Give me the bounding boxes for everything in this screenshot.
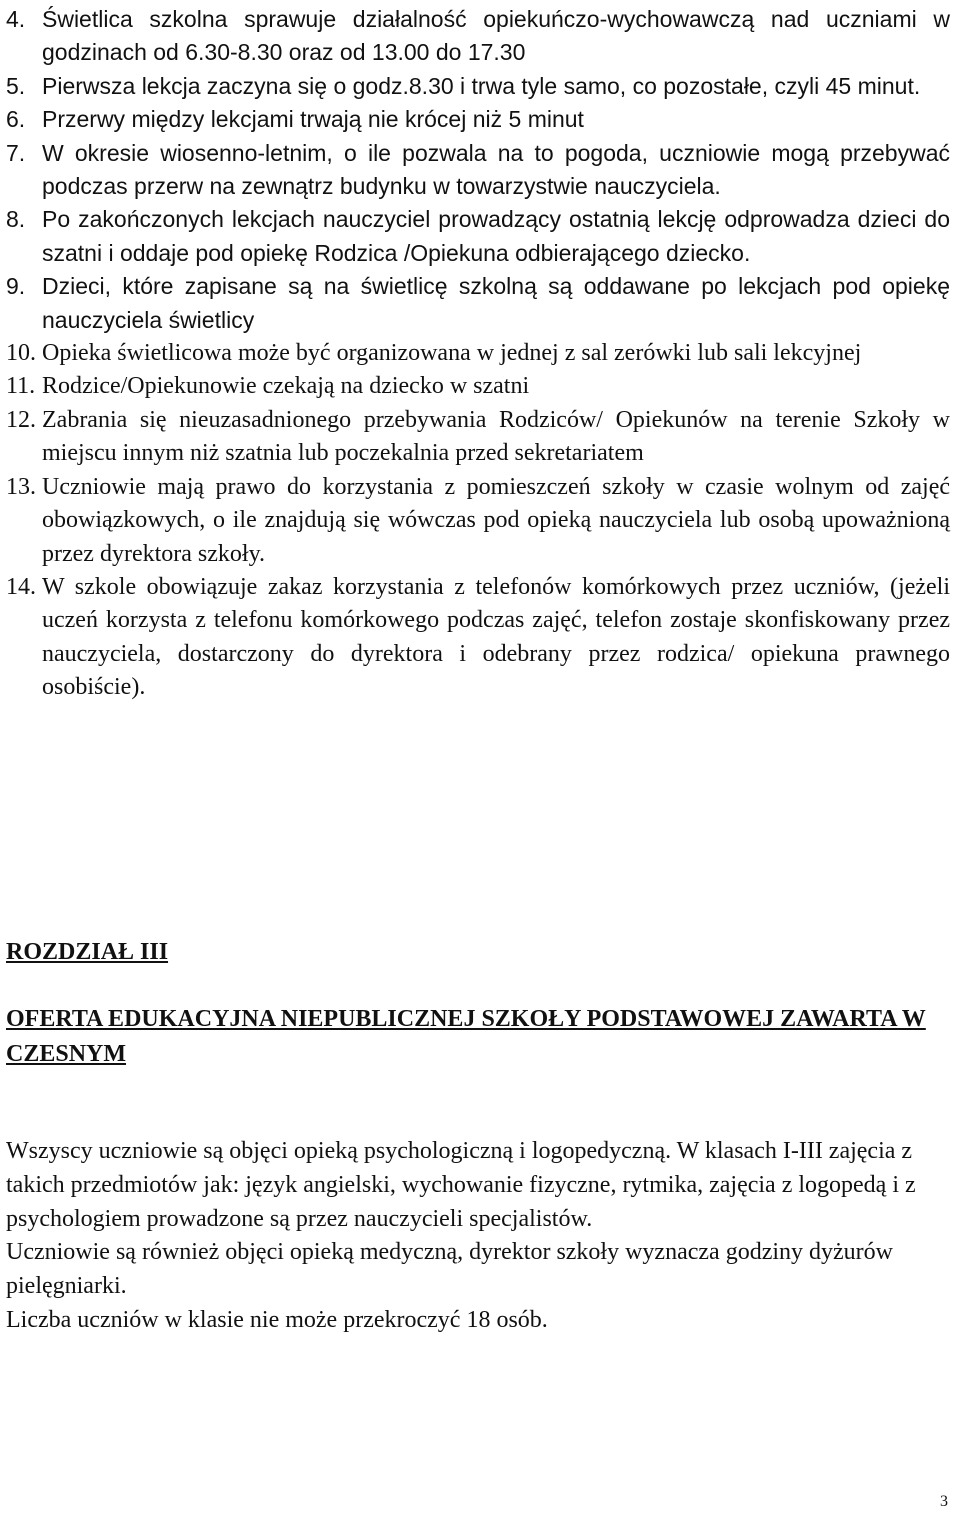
list-item-number: 8. — [6, 206, 26, 233]
list-item-text: Rodzice/Opiekunowie czekają na dziecko w szatni — [42, 373, 530, 400]
list-item-text: Uczniowie mają prawo do korzystania z pomieszczeń szkoły w czasie wolnym od zajęć obowiązkowych, o ile znajdują się wówczas pod opieką nauczyciela lub osobą upoważnioną przez dyrektora szkoły. — [42, 473, 950, 567]
list-item-text: Świetlica szkolna sprawuje działalność opiekuńczo-wychowawczą nad uczniami w godzinach od 6.30-8.30 oraz od 13.00 do 17.30 — [42, 6, 950, 66]
list-item-text: Przerwy między lekcjami trwają nie krócej niż 5 minut — [42, 106, 584, 133]
list-item — [6, 137, 950, 204]
list-item-text: Opieka świetlicowa może być organizowana w jednej z sal zerówki lub sali lekcyjnej — [42, 340, 862, 367]
offer-paragraph: Uczniowie są również objęci opieką medyczną, dyrektor szkoły wyznacza godziny dyżurów pielęgniarki. — [6, 1239, 893, 1300]
list-item — [6, 404, 950, 471]
page-number: 3 — [940, 1493, 948, 1510]
rules-list — [6, 3, 950, 705]
list-item-number: 7. — [6, 139, 26, 166]
list-item-number: 12. — [6, 406, 36, 433]
list-item — [6, 471, 950, 571]
list-item — [6, 270, 950, 337]
list-item-text: W szkole obowiązuje zakaz korzystania z telefonów komórkowych przez uczniów, (jeżeli uczeń korzysta z telefonu komórkowego podczas zajęć, telefon zostaje skonfiskowany przez nauczyciela, dostarczony do dyrektora i odebrany przez rodzica/ opiekuna prawnego osobiście). — [42, 573, 950, 701]
offer-paragraph: Liczba uczniów w klasie nie może przekroczyć 18 osób. — [6, 1306, 548, 1333]
list-item-text: W okresie wiosenno-letnim, o ile pozwala na to pogoda, uczniowie mogą przebywać podczas przerw na zewnątrz budynku w towarzystwie nauczyciela. — [42, 139, 950, 200]
list-item — [6, 70, 950, 103]
offer-section — [6, 1135, 950, 1338]
list-item-number: 10. — [6, 340, 36, 367]
list-item-number: 9. — [6, 273, 26, 300]
list-item — [6, 370, 950, 403]
list-item — [6, 571, 950, 705]
list-item-number: 13. — [6, 473, 36, 500]
list-item-number: 14. — [6, 573, 36, 600]
list-item-text: Dzieci, które zapisane są na świetlicę szkolną są oddawane po lekcjach pod opiekę nauczyciela świetlicy — [42, 273, 950, 333]
list-item-number: 5. — [6, 72, 26, 99]
list-item — [6, 337, 950, 370]
list-item-text: Pierwsza lekcja zaczyna się o godz.8.30 i trwa tyle samo, co pozostałe, czyli 45 minut. — [42, 72, 921, 99]
list-item-number: 6. — [6, 106, 26, 133]
list-item-number: 11. — [6, 373, 36, 400]
list-item — [6, 203, 950, 270]
list-item-number: 4. — [6, 6, 26, 32]
list-item — [6, 3, 950, 70]
chapter-heading: ROZDZIAŁ III — [6, 939, 169, 965]
list-item-text: Po zakończonych lekcjach nauczyciel prowadzący ostatnią lekcję odprowadza dzieci do szatni i oddaje pod opiekę Rodzica /Opiekuna odbierającego dziecko. — [42, 206, 950, 266]
list-item — [6, 103, 950, 136]
chapter-title: OFERTA EDUKACYJNA NIEPUBLICZNEJ SZKOŁY PODSTAWOWEJ ZAWARTA W CZESNYM — [6, 1006, 926, 1067]
list-item-text: Zabrania się nieuzasadnionego przebywania Rodziców/ Opiekunów na terenie Szkoły w miejscu innym niż szatnia lub poczekalnia przed sekretariatem — [42, 406, 950, 467]
offer-paragraph: Wszyscy uczniowie są objęci opieką psychologiczną i logopedyczną. W klasach I-III zajęcia z takich przedmiotów jak: język angielski, wychowanie fizyczne, rytmika, zajęcia z logopedą i z psychologiem prowadzone są przez nauczycieli specjalistów. — [6, 1138, 916, 1232]
